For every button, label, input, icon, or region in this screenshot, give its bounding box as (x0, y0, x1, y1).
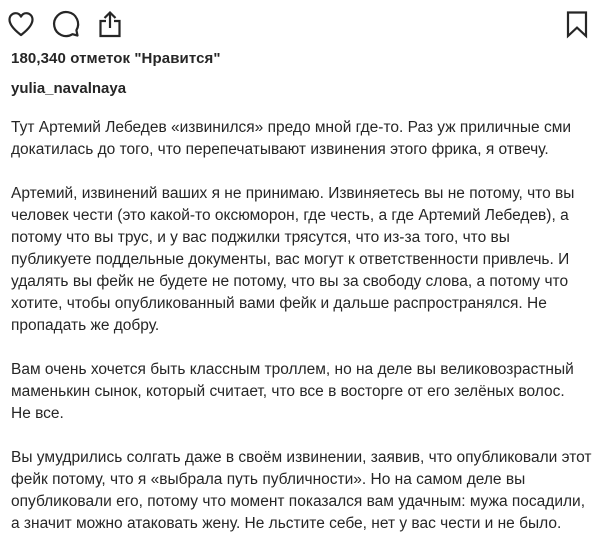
bookmark-icon[interactable] (562, 9, 592, 39)
caption-paragraph-1: Тут Артемий Лебедев «извинился» предо мной где-то. Раз уж приличные сми докатилась до того, что перепечатывают извинения этого фрика, я отвечу. (11, 119, 572, 158)
caption-paragraph-4: Вы умудрились солгать даже в своём извинении, заявив, что опубликовали этот фейк потому, что я «выбрала путь публичности». Но на самом деле вы опубликовали его, потому что момент показался вам удачным: мужа посадили, а значит можно атаковать жену. Не льстите себе, нет у вас чести и не было. (11, 449, 592, 532)
post-author-username[interactable]: yulia_navalnaya (11, 80, 127, 97)
likes-count[interactable]: 180,340 отметок "Нравится" (11, 50, 221, 67)
comment-icon[interactable] (51, 9, 81, 39)
heart-icon[interactable] (6, 9, 36, 39)
share-icon[interactable] (95, 9, 125, 39)
post-action-bar (0, 0, 600, 50)
caption-paragraph-2: Артемий, извинений ваших я не принимаю. Извиняетесь вы не потому, что вы человек чести (это какой-то оксюморон, где честь, а где Артемий Лебедев), а потому что вы трус, и у вас поджилки трясутся, что из-за того, что вы публикуете поддельные документы, вас могут к ответственности привлечь. И удалять вы фейк не будете не потому, что вы за свободу слова, а потому что хотите, чтобы опубликованный вами фейк и дальше распространялся. Не пропадать же добру. (11, 185, 575, 334)
caption-paragraph-3: Вам очень хочется быть классным троллем, но на деле вы великовозрастный маменькин сынок, который считает, что все в восторге от его зелёных волос. Не все. (11, 361, 574, 422)
post-caption (11, 117, 593, 557)
